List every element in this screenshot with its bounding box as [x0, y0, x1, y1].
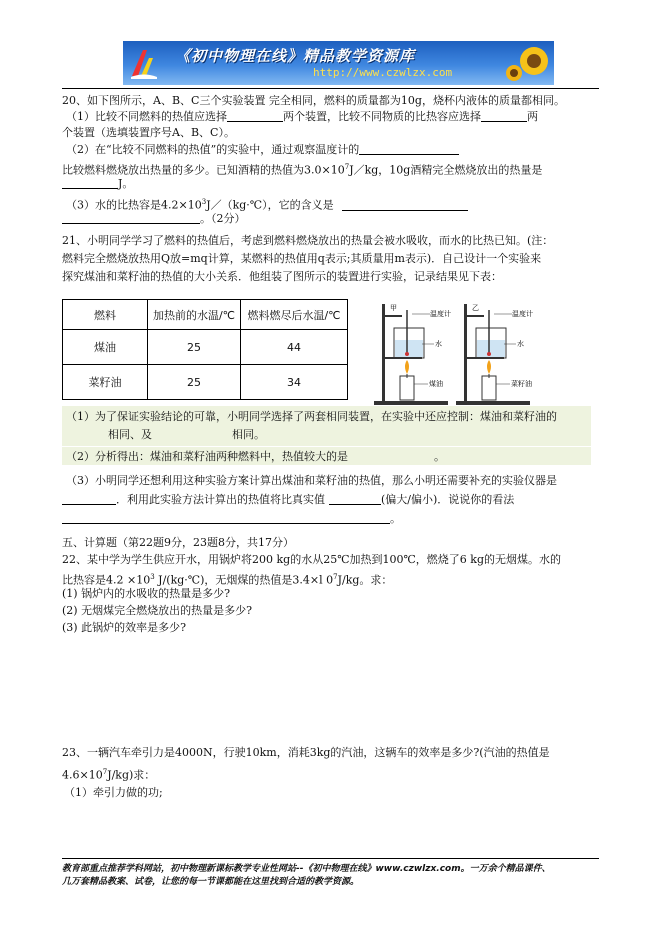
apparatus-right [456, 304, 530, 405]
q23-sub-1: （1）牵引力做的功; [64, 786, 163, 799]
table-cell: 菜籽油 [63, 365, 148, 400]
answer-blank[interactable] [359, 143, 459, 155]
answer-blank[interactable] [152, 429, 232, 440]
answer-blank[interactable] [227, 110, 283, 122]
q23-line-1: 23、一辆汽车牵引力是4000N，行驶10km，消耗3kg的汽油，这辆车的效率是多少?(汽油的热值是 [62, 746, 550, 759]
q20-line-6: J。 [62, 177, 133, 191]
q21-part-1: （1）为了保证实验结论的可靠，小明同学选择了两套相同装置，在实验中还应控制：煤油和菜籽油的 [66, 410, 557, 423]
banner-title: 《初中物理在线》精品教学资源库 [175, 47, 416, 65]
table-header-cell: 加热前的水温/℃ [148, 300, 241, 330]
footer-line-1: 教育部重点推荐学科网站，初中物理新课标教学专业性网站--《初中物理在线》www.czwlzx.com。一万余个精品课件、 [62, 864, 551, 874]
answer-blank[interactable] [62, 512, 390, 524]
q21-line-1: 21、小明同学学习了燃料的热值后，考虑到燃料燃烧放出的热量会被水吸收，而水的比热已知。(注： [62, 234, 554, 247]
footer-rule [62, 858, 599, 859]
table-header-cell: 燃料燃尽后水温/℃ [241, 300, 348, 330]
apparatus-figure [372, 298, 548, 408]
q22-sub-2: (2) 无烟煤完全燃烧放出的热量是多少? [62, 604, 252, 617]
answer-blank[interactable] [348, 451, 434, 462]
apparatus-left [374, 304, 448, 405]
figure-label-water: 水 [435, 340, 442, 348]
table-cell: 25 [148, 330, 241, 365]
q22-line-2: 比热容是$4.2 \times 10^3$ J/(kg·℃)，无烟煤的热值是3.4×l $0^7J/kg$。求： [62, 573, 393, 587]
figure-tag-left: 甲 [390, 304, 397, 312]
q20-line-5: 比较燃料燃烧放出热量的多少。已知酒精的热值为$3.0\times 10^7J/kg$，10g酒精完全燃烧放出的热量是 [62, 163, 543, 177]
figure-label-fuel-left: 煤油 [429, 380, 443, 388]
table-cell: 34 [241, 365, 348, 400]
q22-sub-3: (3) 此锅炉的效率是多少? [62, 621, 186, 634]
table-row [63, 365, 348, 400]
q20-line-7: （3）水的比热容是$4.2\times 10^3J/(kg\cdot℃)$，它的含义是 [66, 195, 468, 213]
q20-line-4: （2）在“比较不同燃料的热值”的实验中，通过观察温度计的 [66, 143, 459, 157]
q20-line-1: 20、如下图所示，A、B、C三个实验装置 完全相同，燃料的质量都为10g，烧杯内液体的质量都相同。 [62, 94, 565, 107]
q20-line-8: 。（2分） [62, 212, 246, 226]
table-row [63, 330, 348, 365]
table-cell: 煤油 [63, 330, 148, 365]
q22-sub-1: (1) 锅炉内的水吸收的热量是多少? [62, 587, 230, 600]
site-logo-icon [129, 46, 159, 80]
figure-label-water: 水 [517, 340, 524, 348]
table-cell: 25 [148, 365, 241, 400]
answer-blank[interactable] [62, 212, 200, 224]
q22-line-1: 22、某中学为学生供应开水，用锅炉将200 kg的水从25℃加热到100℃，燃烧了6 kg的无烟煤。水的 [62, 553, 561, 566]
header-rule [62, 88, 599, 89]
q21-part-3: （3）小明同学还想利用这种实验方案计算出煤油和菜籽油的热值，那么小明还需要补充的实验仪器是 [66, 474, 557, 487]
results-table [62, 299, 348, 400]
q21-line-3: 探究煤油和菜籽油的热值的大小关系．他组装了图所示的装置进行实验，记录结果见下表： [62, 270, 502, 283]
figure-label-fuel-right: 菜籽油 [511, 380, 532, 388]
sunflower-icon [504, 43, 550, 83]
answer-blank[interactable] [342, 199, 468, 211]
answer-blank[interactable] [62, 177, 118, 189]
footer-line-2: 几万套精品教案、试卷，让您的每一节课都能在这里找到合适的教学资源。 [62, 877, 360, 887]
table-header-cell: 燃料 [63, 300, 148, 330]
figure-label-thermometer: 温度计 [430, 310, 451, 318]
q20-line-2: （1）比较不同燃料的热值应选择 两个装置，比较不同物质的比热容应选择 两 [66, 110, 538, 123]
answer-blank[interactable] [481, 110, 527, 122]
q21-part-2: （2）分析得出：煤油和菜籽油两种燃料中，热值较大的是 。 [66, 450, 445, 463]
header-banner [123, 41, 554, 85]
answer-blank[interactable] [62, 493, 116, 505]
answer-blank[interactable] [329, 493, 381, 505]
figure-label-thermometer: 温度计 [512, 310, 533, 318]
q21-part-3c: 。 [62, 512, 401, 526]
q21-line-2: 燃料完全燃烧放热用Q放=mq计算，某燃料的热值用q表示;其质量用m表示)．自己设计一个实验来 [62, 252, 542, 265]
section-title: 五、计算题（第22题9分，23题8分，共17分） [62, 536, 294, 549]
q21-part-3b: ．利用此实验方法计算出的热值将比真实值 (偏大/偏小)．说说你的看法 [62, 493, 514, 507]
table-cell: 44 [241, 330, 348, 365]
table-header-row [63, 300, 348, 330]
q21-part-1b: 相同、及 相同。 [108, 428, 265, 441]
q23-line-2: $4.6\times 10^7J/kg$)求： [62, 768, 156, 782]
banner-url: http://www.czwlzx.com [313, 66, 453, 79]
q20-line-3: 个装置（选填装置序号A、B、C）。 [62, 126, 235, 139]
figure-tag-right: 乙 [472, 304, 479, 312]
